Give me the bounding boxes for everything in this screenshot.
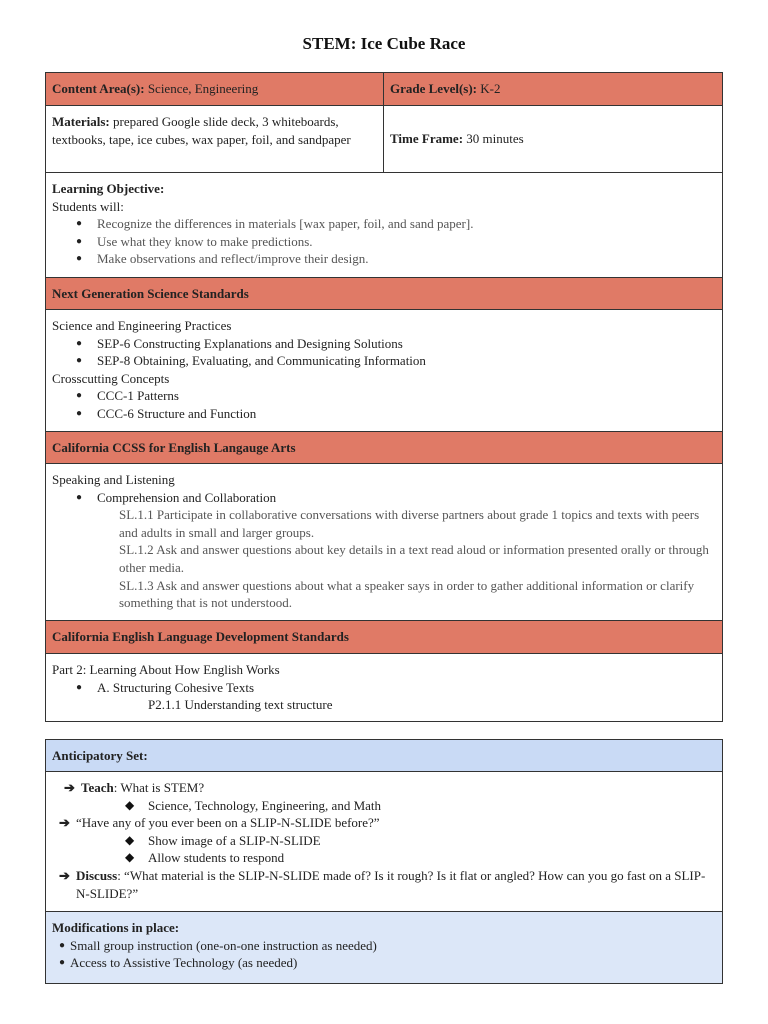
ccss-standard: SL.1.2 Ask and answer questions about key details in a text read aloud or information presented orally or through other media. (119, 542, 709, 575)
question-line (52, 814, 716, 832)
practices-label: Science and Engineering Practices (52, 318, 232, 333)
ccss-standard: SL.1.1 Participate in collaborative conversations with diverse partners about grade 1 topics and texts with peers and adults in small and larger groups. (119, 507, 700, 540)
concept-item: ● CCC-6 Structure and Function (52, 405, 716, 423)
modification-item: ● Small group instruction (one-on-one instruction as needed) (52, 937, 716, 955)
eld-cell (46, 654, 723, 722)
question-item: ◆ Show image of a SLIP-N-SLIDE (52, 832, 716, 850)
lesson-plan-table (45, 72, 723, 722)
learning-objective-cell (46, 173, 723, 278)
practice-item: ● SEP-8 Obtaining, Evaluating, and Communicating Information (52, 352, 716, 370)
arrow-icon: ➔ (64, 780, 75, 795)
objective-item: ● Recognize the differences in materials [wax paper, foil, and sand paper]. (52, 215, 716, 233)
objective-item: ● Make observations and reflect/improve their design. (52, 250, 716, 268)
materials-label: Materials: (52, 114, 110, 129)
concept-item: ● CCC-1 Patterns (52, 387, 716, 405)
time-frame-value: 30 minutes (466, 131, 524, 147)
ccss-sub-list (52, 489, 716, 507)
discuss-label: Discuss (76, 867, 118, 883)
objective-item: ● Use what they know to make predictions. (52, 233, 716, 251)
time-frame-cell (384, 106, 723, 173)
practices-list (52, 335, 716, 370)
content-area-cell (46, 73, 384, 106)
grade-level-cell (384, 73, 723, 106)
eld-detail: P2.1.1 Understanding text structure (148, 697, 333, 713)
materials-cell (46, 106, 384, 173)
materials-value: prepared Google slide deck, 3 whiteboards, textbooks, tape, ice cubes, wax paper, foil, and sandpaper (52, 114, 351, 147)
ccss-cell (46, 464, 723, 621)
ngss-cell (46, 310, 723, 432)
anticipatory-header: Anticipatory Set: (46, 740, 723, 772)
discuss-line (52, 867, 716, 902)
learning-objective-heading: Learning Objective: (52, 181, 165, 196)
content-area-value: Science, Engineering (147, 81, 259, 97)
arrow-icon: ➔ (59, 815, 70, 831)
content-area-label: Content Area(s): (52, 81, 145, 97)
page-title: STEM: Ice Cube Race (302, 34, 466, 53)
anticipatory-cell (46, 772, 723, 912)
concepts-label: Crosscutting Concepts (52, 370, 170, 386)
question-text: “Have any of you ever been on a SLIP-N-SLIDE before?” (76, 815, 380, 831)
time-frame-label: Time Frame: (390, 131, 464, 147)
teach-text: : What is STEM? (113, 780, 205, 795)
grade-level-value: K-2 (480, 81, 501, 97)
teach-label: Teach (81, 780, 114, 795)
ccss-header: California CCSS for English Langauge Arts (46, 432, 723, 464)
ngss-header: Next Generation Science Standards (46, 278, 723, 310)
arrow-icon: ➔ (59, 867, 70, 883)
anticipatory-table (45, 739, 723, 984)
learning-objective-intro: Students will: (52, 198, 124, 214)
objective-list (52, 215, 716, 268)
ccss-standard: SL.1.3 Ask and answer questions about what a speaker says in order to gather additional information or clarify something that is not understood. (119, 577, 695, 611)
concepts-list (52, 387, 716, 422)
modifications-heading: Modifications in place: (52, 920, 180, 935)
modification-item: ● Access to Assistive Technology (as needed) (52, 954, 716, 972)
eld-sub-list (52, 679, 716, 697)
stem-item: ◆ Science, Technology, Engineering, and Math (52, 797, 716, 815)
practice-item: ● SEP-6 Constructing Explanations and Designing Solutions (52, 335, 716, 353)
ccss-sub-item: ● Comprehension and Collaboration (52, 489, 716, 507)
eld-header: California English Language Development Standards (46, 621, 723, 654)
grade-level-label: Grade Level(s): (390, 81, 478, 97)
discuss-text: : “What material is the SLIP-N-SLIDE made of? Is it rough? Is it flat or angled? How can you go fast on a SLIP-N-SLIDE?” (76, 867, 706, 901)
eld-part: Part 2: Learning About How English Works (52, 662, 280, 677)
ccss-strand: Speaking and Listening (52, 472, 175, 487)
modifications-cell (46, 912, 723, 984)
question-item: ◆ Allow students to respond (52, 849, 716, 867)
eld-sub-item: ● A. Structuring Cohesive Texts (52, 679, 716, 697)
teach-line (52, 779, 716, 797)
